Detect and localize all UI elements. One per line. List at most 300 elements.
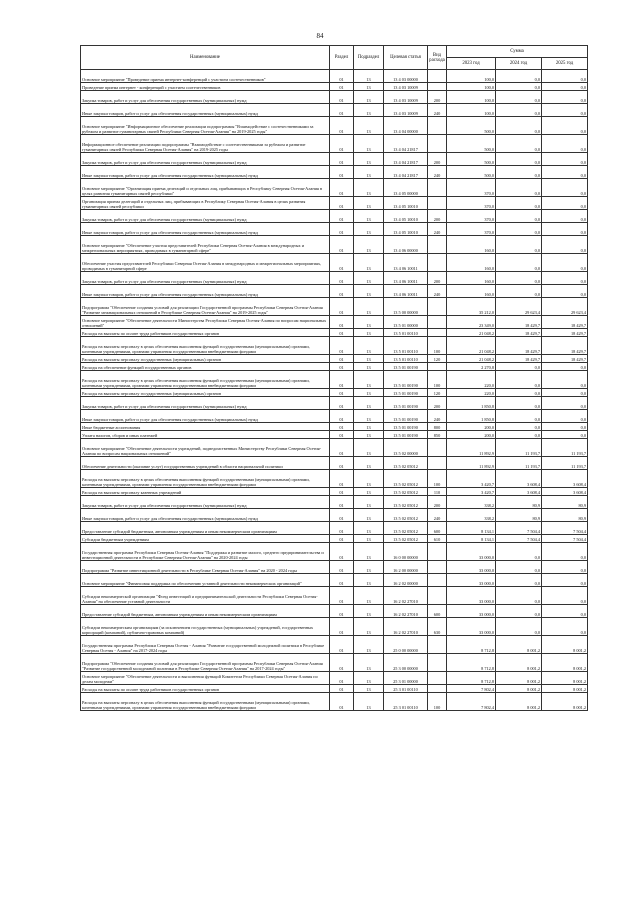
cell-c: 0,0 <box>542 605 588 618</box>
cell-rz: 01 <box>330 316 354 329</box>
table-row <box>81 166 588 179</box>
cell-pr: 13 <box>354 91 384 104</box>
cell-b: 0,0 <box>496 410 542 423</box>
cell-cs: 13 5 01 00190 <box>384 423 428 431</box>
cell-vr: 850 <box>428 431 447 439</box>
cell-c: 0,0 <box>542 371 588 389</box>
table-row <box>81 457 588 470</box>
cell-rz: 01 <box>330 166 354 179</box>
cell-rz: 01 <box>330 223 354 236</box>
cell-cs: 25 3 01 00000 <box>384 672 428 685</box>
cell-c: 0,0 <box>542 618 588 636</box>
cell-cs: 16 2 02 27010 <box>384 605 428 618</box>
cell-vr <box>428 70 447 83</box>
cell-vr <box>428 179 447 197</box>
table-row <box>81 223 588 236</box>
cell-vr <box>428 329 447 337</box>
cell-pr: 13 <box>354 561 384 574</box>
cell-a: 500,0 <box>447 117 496 135</box>
page-number: 84 <box>316 32 324 40</box>
cell-cs: 13 5 01 00190 <box>384 431 428 439</box>
table-row <box>81 389 588 397</box>
cell-c: 8 001,2 <box>542 654 588 672</box>
cell-pr: 13 <box>354 363 384 371</box>
cell-pr: 13 <box>354 439 384 457</box>
cell-a: 33 000,0 <box>447 605 496 618</box>
cell-c: 0,0 <box>542 236 588 254</box>
cell-vr: 610 <box>428 535 447 543</box>
cell-pr: 13 <box>354 522 384 535</box>
cell-name: Основное мероприятие "Обеспечение деятельности учреждений, подведомственных Министерству Республики Северная Осетия-Алания по вопросам национальных отношений" <box>81 439 330 457</box>
cell-a: 100,0 <box>447 104 496 117</box>
cell-c: 0,0 <box>542 285 588 298</box>
cell-a: 11 892,9 <box>447 457 496 470</box>
cell-rz: 01 <box>330 618 354 636</box>
table-row <box>81 543 588 561</box>
table-row <box>81 618 588 636</box>
cell-rz: 01 <box>330 496 354 509</box>
cell-pr: 13 <box>354 135 384 153</box>
cell-a: 500,0 <box>447 135 496 153</box>
header-subsection: Подраздел <box>354 46 384 70</box>
cell-name: Иные закупки товаров, работ и услуг для обеспечения государственных (муниципальных) нужд <box>81 285 330 298</box>
cell-vr <box>428 543 447 561</box>
cell-pr: 13 <box>354 574 384 587</box>
cell-rz: 01 <box>330 672 354 685</box>
cell-pr: 13 <box>354 685 384 693</box>
cell-vr: 240 <box>428 104 447 117</box>
cell-c: 3 608,4 <box>542 470 588 488</box>
table-row <box>81 672 588 685</box>
header-target: Целевая статья <box>384 46 428 70</box>
cell-a: 500,0 <box>447 166 496 179</box>
cell-b: 0,0 <box>496 153 542 166</box>
cell-pr: 13 <box>354 285 384 298</box>
cell-b: 8 001,2 <box>496 636 542 654</box>
cell-b: 0,0 <box>496 431 542 439</box>
cell-name: Подпрограмма "Обеспечение создания условий для реализации Государственной программы Республики Северная Осетия-Алания "Развитие межнациональных отношений в Республике Северная Осетия-Алания" на 2019-2025 годы" <box>81 298 330 316</box>
cell-name: Иные закупки товаров, работ и услуг для обеспечения государственных (муниципальных) нужд <box>81 223 330 236</box>
cell-vr: 100 <box>428 371 447 389</box>
cell-c: 0,0 <box>542 210 588 223</box>
cell-name: Подпрограмма "Развитие инвестиционной деятельности в Республике Северная Осетия-Алания" на 2020 - 2024 годы <box>81 561 330 574</box>
cell-b: 0,0 <box>496 371 542 389</box>
cell-c: 8 001,2 <box>542 636 588 654</box>
cell-cs: 13 4 05 10010 <box>384 223 428 236</box>
cell-b: 8 001,2 <box>496 672 542 685</box>
cell-a: 1 850,8 <box>447 397 496 410</box>
cell-cs: 13 5 01 00190 <box>384 410 428 423</box>
cell-vr <box>428 298 447 316</box>
header-name: Наименование <box>81 46 330 70</box>
cell-pr: 13 <box>354 535 384 543</box>
table-row <box>81 104 588 117</box>
cell-vr <box>428 561 447 574</box>
cell-rz: 01 <box>330 285 354 298</box>
table-row <box>81 371 588 389</box>
cell-name: Проведение приема интернет - конференций с участием соотечественников <box>81 83 330 91</box>
cell-rz: 01 <box>330 535 354 543</box>
cell-c: 0,0 <box>542 543 588 561</box>
cell-rz: 01 <box>330 522 354 535</box>
table-row <box>81 298 588 316</box>
cell-pr: 13 <box>354 153 384 166</box>
cell-name: Расходы на выплаты персоналу в целях обеспечения выполнения функций государственными (муниципальными) органами, казенными учреждениями, органами управления государственными внебюджетными фондами <box>81 337 330 355</box>
cell-b: 80,9 <box>496 496 542 509</box>
cell-vr: 240 <box>428 166 447 179</box>
cell-rz: 01 <box>330 83 354 91</box>
cell-b: 3 608,4 <box>496 470 542 488</box>
cell-name: Расходы на выплаты по оплате труда работников государственных органов <box>81 685 330 693</box>
cell-cs: 13 5 02 05012 <box>384 535 428 543</box>
table-row <box>81 605 588 618</box>
cell-cs: 13 5 01 00110 <box>384 329 428 337</box>
cell-a: 35 212,0 <box>447 298 496 316</box>
cell-name: Основное мероприятие "Проведение приема интернет-конференций с участием соотечественников" <box>81 70 330 83</box>
cell-name: Государственная программа Республики Северная Осетия-Алания "Поддержка и развитие малого, среднего предпринимательства и инвестиционной деятельности в Республике Северная Осетия-Алания" на 2020-2024 годы <box>81 543 330 561</box>
cell-name: Предоставление субсидий бюджетным, автономным учреждениям и иным некоммерческим организациям <box>81 522 330 535</box>
cell-pr: 13 <box>354 470 384 488</box>
cell-cs: 13 4 04 21817 <box>384 135 428 153</box>
header-section: Раздел <box>330 46 354 70</box>
cell-cs: 13 4 06 10011 <box>384 285 428 298</box>
cell-rz: 01 <box>330 636 354 654</box>
cell-b: 0,0 <box>496 574 542 587</box>
cell-a: 21 048,2 <box>447 329 496 337</box>
cell-b: 0,0 <box>496 179 542 197</box>
cell-name: Субсидии бюджетным учреждениям <box>81 535 330 543</box>
cell-c: 80,9 <box>542 496 588 509</box>
header-expense-type: Вид расхода <box>428 46 447 70</box>
cell-cs: 13 5 01 00110 <box>384 355 428 363</box>
table-row <box>81 236 588 254</box>
cell-pr: 13 <box>354 355 384 363</box>
cell-rz: 01 <box>330 423 354 431</box>
table-row <box>81 337 588 355</box>
cell-b: 0,0 <box>496 236 542 254</box>
table-row <box>81 363 588 371</box>
cell-cs: 13 4 06 10011 <box>384 272 428 285</box>
cell-a: 200,0 <box>447 431 496 439</box>
table-row <box>81 509 588 522</box>
cell-rz: 01 <box>330 117 354 135</box>
cell-rz: 01 <box>330 439 354 457</box>
table-row <box>81 488 588 496</box>
cell-b: 0,0 <box>496 166 542 179</box>
cell-a: 33 000,0 <box>447 618 496 636</box>
cell-name: Основное мероприятие "Обеспечение деятельности Министерства Республики Северная Осетия-Алания по вопросам национальных отношений" <box>81 316 330 329</box>
table-row <box>81 654 588 672</box>
table-row <box>81 135 588 153</box>
cell-b: 0,0 <box>496 91 542 104</box>
header-year-2023: 2023 год <box>447 58 496 70</box>
cell-c: 8 001,2 <box>542 693 588 711</box>
cell-c: 0,0 <box>542 272 588 285</box>
cell-b: 0,0 <box>496 223 542 236</box>
cell-b: 0,0 <box>496 104 542 117</box>
cell-cs: 16 2 02 27010 <box>384 587 428 605</box>
table-row <box>81 397 588 410</box>
cell-pr: 13 <box>354 509 384 522</box>
cell-rz: 01 <box>330 470 354 488</box>
cell-name: Иные закупки товаров, работ и услуг для обеспечения государственных (муниципальных) нужд <box>81 509 330 522</box>
table-row <box>81 561 588 574</box>
cell-a: 338,2 <box>447 509 496 522</box>
cell-b: 0,0 <box>496 587 542 605</box>
cell-name: Основное мероприятие "Организация приема делегаций и отдельных лиц, прибывающих в Республику Северная Осетия-Алания в целях развития гуманитарных связей республики" <box>81 179 330 197</box>
cell-name: Государственная программа Республики Северная Осетия - Алания "Развитие государственной молодежной политики в Республике Северная Осетия - Алания" на 2017-2024 годы <box>81 636 330 654</box>
cell-a: 220,0 <box>447 371 496 389</box>
table-body <box>81 70 588 711</box>
cell-rz: 01 <box>330 457 354 470</box>
cell-pr: 13 <box>354 70 384 83</box>
cell-rz: 01 <box>330 70 354 83</box>
cell-cs: 13 5 01 00190 <box>384 371 428 389</box>
table-row <box>81 693 588 711</box>
cell-a: 100,0 <box>447 83 496 91</box>
cell-c: 18 429,7 <box>542 337 588 355</box>
cell-a: 33 000,0 <box>447 587 496 605</box>
cell-pr: 13 <box>354 236 384 254</box>
cell-name: Расходы на выплаты персоналу в целях обеспечения выполнения функций государственными (муниципальными) органами, казенными учреждениями, органами управления государственными внебюджетными фондами <box>81 371 330 389</box>
cell-c: 0,0 <box>542 397 588 410</box>
cell-pr: 13 <box>354 397 384 410</box>
table-row <box>81 91 588 104</box>
cell-c: 11 193,7 <box>542 457 588 470</box>
cell-name: Расходы на выплаты по оплате труда работников государственных органов <box>81 329 330 337</box>
table-row <box>81 496 588 509</box>
cell-cs: 13 4 03 00000 <box>384 70 428 83</box>
cell-cs: 16 2 02 27010 <box>384 618 428 636</box>
cell-vr: 800 <box>428 423 447 431</box>
cell-cs: 25 3 00 00000 <box>384 654 428 672</box>
cell-c: 0,0 <box>542 104 588 117</box>
cell-vr: 110 <box>428 488 447 496</box>
cell-pr: 13 <box>354 254 384 272</box>
table-row <box>81 117 588 135</box>
cell-vr: 200 <box>428 496 447 509</box>
cell-pr: 13 <box>354 543 384 561</box>
table-row <box>81 153 588 166</box>
cell-b: 0,0 <box>496 543 542 561</box>
cell-rz: 01 <box>330 355 354 363</box>
cell-name: Закупка товаров, работ и услуг для обеспечения государственных (муниципальных) нужд <box>81 91 330 104</box>
cell-c: 18 429,7 <box>542 329 588 337</box>
cell-pr: 13 <box>354 223 384 236</box>
cell-rz: 01 <box>330 509 354 522</box>
cell-cs: 13 5 01 00110 <box>384 337 428 355</box>
cell-a: 200,0 <box>447 423 496 431</box>
cell-rz: 01 <box>330 298 354 316</box>
cell-c: 18 429,7 <box>542 316 588 329</box>
cell-name: Основное мероприятие "Финансовая поддержка по обеспечению уставной деятельности некоммерческих организаций" <box>81 574 330 587</box>
cell-c: 0,0 <box>542 153 588 166</box>
cell-a: 500,0 <box>447 153 496 166</box>
table-row <box>81 522 588 535</box>
cell-b: 7 504,4 <box>496 535 542 543</box>
cell-rz: 01 <box>330 236 354 254</box>
cell-b: 0,0 <box>496 285 542 298</box>
table-row <box>81 470 588 488</box>
table-row <box>81 285 588 298</box>
cell-vr: 240 <box>428 410 447 423</box>
cell-vr <box>428 574 447 587</box>
cell-a: 3 420,7 <box>447 488 496 496</box>
table-row <box>81 574 588 587</box>
cell-vr: 200 <box>428 397 447 410</box>
cell-vr <box>428 236 447 254</box>
cell-name: Основное мероприятие "Обеспечение деятельности и выполнения функций Комитетом Республики Северная Осетия-Алания по делам молодежи" <box>81 672 330 685</box>
cell-rz: 01 <box>330 693 354 711</box>
table-row <box>81 316 588 329</box>
cell-b: 18 429,7 <box>496 329 542 337</box>
cell-name: Закупка товаров, работ и услуг для обеспечения государственных (муниципальных) нужд <box>81 210 330 223</box>
cell-pr: 13 <box>354 316 384 329</box>
cell-cs: 13 5 02 05012 <box>384 496 428 509</box>
cell-b: 8 001,2 <box>496 654 542 672</box>
cell-vr <box>428 197 447 210</box>
cell-name: Основное мероприятие "Информационное обеспечение реализации подпрограммы "Взаимодействие с соотечественниками за рубежом и развитие гуманитарных связей Республики Северная Осетия-Алания" на 2019-2025 годы" <box>81 117 330 135</box>
cell-a: 7 802,4 <box>447 685 496 693</box>
cell-name: Расходы на выплаты персоналу в целях обеспечения выполнения функций государственными (муниципальными) органами, казенными учреждениями, органами управления государственными внебюджетными фондами <box>81 470 330 488</box>
cell-a: 160,0 <box>447 254 496 272</box>
cell-vr: 200 <box>428 210 447 223</box>
cell-cs: 13 4 03 10009 <box>384 83 428 91</box>
cell-b: 18 429,7 <box>496 355 542 363</box>
table-row <box>81 254 588 272</box>
cell-b: 29 623,4 <box>496 298 542 316</box>
cell-pr: 13 <box>354 117 384 135</box>
cell-vr: 100 <box>428 337 447 355</box>
cell-vr <box>428 636 447 654</box>
cell-a: 370,0 <box>447 223 496 236</box>
cell-vr: 100 <box>428 470 447 488</box>
cell-a: 370,0 <box>447 197 496 210</box>
header-sum: Сумма <box>447 46 588 58</box>
cell-name: Информационное обеспечение реализации подпрограммы "Взаимодействие с соотечественниками за рубежом и развитие гуманитарных связей Республики Северная Осетия-Алания" на 2019-2025 годы <box>81 135 330 153</box>
cell-c: 0,0 <box>542 70 588 83</box>
cell-a: 338,2 <box>447 496 496 509</box>
cell-pr: 13 <box>354 693 384 711</box>
cell-c: 8 001,2 <box>542 672 588 685</box>
cell-cs: 25 3 01 00110 <box>384 685 428 693</box>
cell-rz: 01 <box>330 488 354 496</box>
cell-name: Закупка товаров, работ и услуг для обеспечения государственных (муниципальных) нужд <box>81 496 330 509</box>
cell-name: Организация приема делегаций и отдельных лиц, прибывающих в Республику Северная Осетия-Алания в целях развития гуманитарных связей республики <box>81 197 330 210</box>
cell-cs: 13 4 05 10010 <box>384 197 428 210</box>
cell-c: 0,0 <box>542 117 588 135</box>
cell-a: 100,0 <box>447 91 496 104</box>
cell-c: 0,0 <box>542 223 588 236</box>
cell-vr: 200 <box>428 272 447 285</box>
cell-a: 33 000,0 <box>447 574 496 587</box>
cell-vr: 240 <box>428 509 447 522</box>
cell-c: 0,0 <box>542 389 588 397</box>
cell-a: 1 850,8 <box>447 410 496 423</box>
cell-cs: 13 5 01 00190 <box>384 363 428 371</box>
table-row <box>81 636 588 654</box>
cell-cs: 13 4 04 00000 <box>384 117 428 135</box>
cell-rz: 01 <box>330 397 354 410</box>
table-header <box>81 46 588 70</box>
cell-name: Субсидии некоммерческой организации "Фонд инвестиций и предпринимательской деятельности Республики Северная Осетия-Алания" на обеспечение уставной деятельности <box>81 587 330 605</box>
cell-cs: 13 4 06 00000 <box>384 236 428 254</box>
cell-a: 7 802,4 <box>447 693 496 711</box>
cell-cs: 13 5 02 05012 <box>384 470 428 488</box>
cell-name: Предоставление субсидий бюджетным, автономным учреждениям и иным некоммерческим организациям <box>81 605 330 618</box>
cell-a: 160,0 <box>447 236 496 254</box>
cell-name: Основное мероприятие "Обеспечение участия представителей Республики Северная Осетия-Алания в международных и межрегиональных мероприятиях, проводимых в гуманитарной сфере" <box>81 236 330 254</box>
cell-c: 7 504,4 <box>542 522 588 535</box>
cell-a: 3 420,7 <box>447 470 496 488</box>
cell-cs: 13 5 01 00190 <box>384 389 428 397</box>
cell-c: 8 001,2 <box>542 685 588 693</box>
cell-rz: 01 <box>330 685 354 693</box>
cell-rz: 01 <box>330 371 354 389</box>
cell-cs: 13 5 02 00000 <box>384 439 428 457</box>
cell-b: 80,9 <box>496 509 542 522</box>
cell-name: Уплата налогов, сборов и иных платежей <box>81 431 330 439</box>
cell-c: 3 608,4 <box>542 488 588 496</box>
cell-c: 0,0 <box>542 410 588 423</box>
cell-c: 11 193,7 <box>542 439 588 457</box>
table-row <box>81 431 588 439</box>
cell-cs: 13 4 03 10009 <box>384 104 428 117</box>
cell-cs: 13 5 01 00000 <box>384 316 428 329</box>
cell-a: 8 712,8 <box>447 672 496 685</box>
cell-b: 0,0 <box>496 210 542 223</box>
cell-rz: 01 <box>330 389 354 397</box>
cell-pr: 13 <box>354 329 384 337</box>
header-year-2024: 2024 год <box>496 58 542 70</box>
cell-pr: 13 <box>354 672 384 685</box>
cell-a: 33 000,0 <box>447 561 496 574</box>
cell-c: 18 429,7 <box>542 355 588 363</box>
cell-pr: 13 <box>354 389 384 397</box>
cell-a: 8 134,1 <box>447 522 496 535</box>
table-row <box>81 685 588 693</box>
cell-b: 7 504,4 <box>496 522 542 535</box>
cell-c: 0,0 <box>542 179 588 197</box>
cell-vr: 240 <box>428 223 447 236</box>
cell-cs: 13 4 04 21817 <box>384 166 428 179</box>
cell-c: 0,0 <box>542 197 588 210</box>
cell-pr: 13 <box>354 104 384 117</box>
cell-c: 7 504,4 <box>542 535 588 543</box>
cell-pr: 13 <box>354 166 384 179</box>
cell-pr: 13 <box>354 272 384 285</box>
cell-pr: 13 <box>354 423 384 431</box>
cell-vr <box>428 654 447 672</box>
table-row <box>81 355 588 363</box>
cell-pr: 13 <box>354 618 384 636</box>
cell-rz: 01 <box>330 561 354 574</box>
cell-rz: 01 <box>330 363 354 371</box>
header-year-2025: 2025 год <box>542 58 588 70</box>
cell-b: 0,0 <box>496 83 542 91</box>
cell-a: 21 048,2 <box>447 355 496 363</box>
cell-pr: 13 <box>354 488 384 496</box>
cell-rz: 01 <box>330 587 354 605</box>
cell-cs: 13 5 02 05012 <box>384 509 428 522</box>
cell-cs: 13 5 00 00000 <box>384 298 428 316</box>
cell-b: 11 193,7 <box>496 439 542 457</box>
cell-cs: 13 5 02 05012 <box>384 488 428 496</box>
cell-rz: 01 <box>330 153 354 166</box>
cell-c: 80,9 <box>542 509 588 522</box>
cell-cs: 25 0 00 00000 <box>384 636 428 654</box>
cell-name: Субсидии некоммерческим организациям (за исключением государственных (муниципальных) учреждений, государственных корпораций (компаний), публично-правовых компаний) <box>81 618 330 636</box>
